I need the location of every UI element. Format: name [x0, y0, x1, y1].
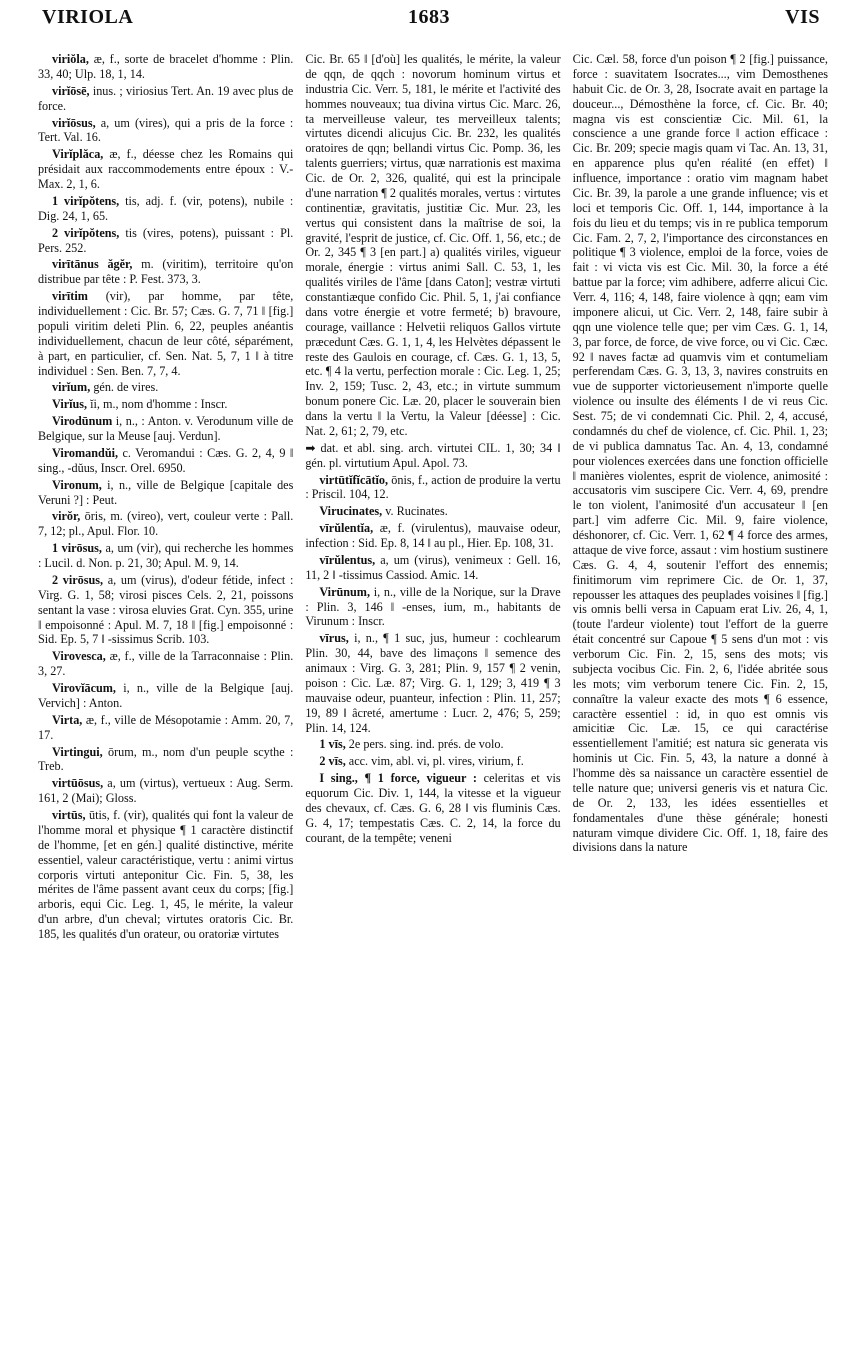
dictionary-entry: [305, 754, 560, 769]
dictionary-entry: [573, 52, 828, 855]
entry-headword: virĭōsus,: [52, 115, 96, 130]
entry-text: æ, f., sorte de bracelet d'homme : Plin. 33, 40; Ulp. 18, 1, 14.: [38, 52, 294, 81]
dictionary-entry: [305, 553, 560, 583]
entry-text: i, n., ¶ 1 suc, jus, humeur : cochlearum Plin. 30, 44, bave des limaçons ‖ semence des animaux : Virg. G. 3, 281; Plin. 9, 157 ¶ 2 venin, poison : Cic. Læ. 87; Virg. G. 1, 129; 3, 419 ¶ 3 mauvaise odeur, puanteur, infection : Plin. 11, 257; 19, 89 ‖ âcreté, amertume : Lucr. 2, 476; 5, 259; Plin. 14, 124.: [305, 631, 561, 735]
entry-headword: Virĭplăca,: [52, 147, 104, 162]
entry-headword: Vironum,: [52, 477, 102, 492]
entry-headword: viriŏla,: [52, 52, 89, 66]
dictionary-columns: [38, 52, 828, 1348]
entry-text: inus. ; viriosius Tert. An. 19 avec plus de force.: [38, 83, 294, 113]
entry-headword: virĭum,: [52, 380, 91, 395]
entry-text: a, um (virus), d'odeur fétide, infect : Virg. G. 1, 58; virosi pisces Cels. 2, 21, poissons sentant la vase : virosa eluvies Grat. Cyn. 355, urine ‖ empoisonné : Apul. M. 7, 18 ‖ [fig.] empoisonné : Sid. Ep. 5, 7 ‖ -sissimus Scrib. 103.: [38, 572, 294, 647]
dictionary-entry: [305, 52, 560, 439]
entry-text: i, n., ville de Belgique [capitale des Veruni ?] : Peut.: [38, 477, 294, 507]
dictionary-entry: [305, 771, 560, 845]
entry-headword: 2 virōsus,: [52, 572, 104, 587]
dictionary-entry: [38, 446, 293, 476]
entry-text: a, um (virus), venimeux : Gell. 16, 11, 2 ‖ -tissimus Cassiod. Amic. 14.: [305, 552, 561, 582]
dictionary-entry: [38, 257, 293, 287]
entry-text: (vir), par homme, par tête, individuellement : Cic. Br. 57; Cæs. G. 7, 71 ‖ [fig.] populi viritim deleti Plin. 6, 22, peuples anéantis individuellement, chacun de leur côté, séparément, à part, en particulier, cf. Sen. Nat. 5, 7, 1 ‖ à titre individuel : Sen. Ben. 7, 7, 4.: [38, 289, 294, 378]
entry-text: acc. vim, abl. vi, pl. vires, virium, f.: [345, 754, 524, 769]
page-number: 1683: [408, 6, 450, 28]
entry-headword: 2 vīs,: [319, 754, 346, 769]
entry-text: a, um (vires), qui a pris de la force : Tert. Val. 16.: [38, 115, 294, 145]
entry-text: 2e pers. sing. ind. prés. de volo.: [345, 737, 504, 752]
dictionary-entry: [38, 478, 293, 508]
entry-text: m. (viritim), territoire qu'on distribue par tête : P. Fest. 373, 3.: [38, 257, 294, 287]
dictionary-entry: [38, 573, 293, 647]
dictionary-entry: [38, 681, 293, 711]
entry-text: celeritas et vis equorum Cic. Div. 1, 144, la vitesse et la vigueur des chevaux, cf. Cæs. G. 6, 28 ‖ vis fluminis Cæs. G. 4, 17; tempestatis Cæs. C. 2, 14, la force du courant, de la tempête; veneni: [305, 771, 561, 845]
dictionary-entry: [38, 541, 293, 571]
dictionary-entry: [305, 521, 560, 551]
entry-text: ➡ dat. et abl. sing. arch. virtutei CIL. 1, 30; 34 ‖ gén. pl. virtutium Apul. Apol. 73.: [305, 440, 561, 470]
entry-text: c. Veromandui : Cæs. G. 2, 4, 9 ‖ sing., -dŭus, Inscr. Orel. 6950.: [38, 445, 294, 475]
dictionary-entry: [38, 289, 293, 378]
page-header: [34, 6, 824, 46]
dictionary-entry: [38, 194, 293, 224]
entry-headword: virtūōsus,: [52, 776, 104, 791]
column-2: [305, 52, 560, 1348]
entry-headword: virītānus ăgĕr,: [52, 257, 133, 272]
running-head-left: VIRIOLA: [42, 6, 134, 28]
entry-headword: 2 virĭpŏtens,: [52, 225, 120, 240]
entry-headword: Virodūnum: [52, 414, 113, 429]
entry-text: ōris, m. (vireo), vert, couleur verte : Pall. 7, 12; pl., Apul. Flor. 10.: [38, 509, 294, 539]
dictionary-entry: [38, 649, 293, 679]
dictionary-entry: [305, 737, 560, 752]
entry-text: ūtis, f. (vir), qualités qui font la valeur de l'homme moral et physique ¶ 1 caractère distinctif de l'homme, [et en gén.] qualité distinctive, mérite essentiel, valeur caractéristique, vertu : animi virtus corporis virtuti anteponitur Cic. Fin. 5, 38, les mérites de l'âme passent avant ceux du corps; [fig.] arboris, equi Cic. Leg. 1, 45, le mérite, la valeur d'un arbre, d'un cheval; virtutes oratoris Cic. Br. 185, les qualités d'un orateur, ou oratoriæ virtutes: [38, 808, 294, 941]
entry-text: a, um (vir), qui recherche les hommes : Lucil. d. Non. p. 21, 30; Apul. M. 9, 14.: [38, 541, 294, 570]
column-1: [38, 52, 293, 1348]
entry-text: gén. de vires.: [90, 380, 159, 395]
dictionary-entry: [38, 84, 293, 114]
entry-headword: vīrŭlentĭa,: [319, 521, 374, 536]
dictionary-entry: [305, 473, 560, 503]
entry-headword: Virovesca,: [52, 649, 106, 664]
entry-text: a, um (virtus), vertueux : Aug. Serm. 161, 2 (Mai); Gloss.: [38, 776, 294, 806]
dictionary-entry: [305, 441, 560, 471]
entry-text: i, n., : Anton. v. Verodunum ville de Belgique, sur la Meuse [auj. Verdun].: [38, 414, 294, 443]
dictionary-entry: [38, 397, 293, 412]
entry-headword: 1 virĭpŏtens,: [52, 193, 120, 208]
running-head-right: VIS: [785, 6, 820, 28]
entry-headword: virŏr,: [52, 509, 81, 524]
dictionary-entry: [38, 745, 293, 775]
entry-headword: Virĭus,: [52, 397, 88, 412]
entry-text: æ, f., déesse chez les Romains qui présidait aux raccommodements entre époux : V.-Max. 2, 1, 6.: [38, 147, 294, 191]
entry-text: tis (vires, potens), puissant : Pl. Pers. 252.: [38, 225, 294, 255]
entry-text: Cic. Cæl. 58, force d'un poison ¶ 2 [fig.] puissance, force : suavitatem Isocrates..., vim Demosthenes habuit Cic. de Or. 3, 28, Isocrate avait en partage la douceur..., Démosthène la force, cf. Cic. Br. 40; magna vis est conscientiæ Cic. Mil. 61, la conscience a une grande force ‖ action efficace : Cic. Br. 209; specie magis quam vi Tac. An. 13, 31, en apparence plus qu'en réalité (en effet) ‖ influence, importance : oratio vim magnam habet Cic. Br. 39, la parole a une grande influence; vis et loci et temporis Cic. Off. 1, 144, importance à la fois du lieu et du temps; vis in re publica temporum Cic. Fam. 2, 7, 2, l'importance des circonstances en politique ¶ 3 violence, emploi de la force, voies de fait : vi victa vis est Cic. Mil. 30, la force a été battue par la force; vim adhibere, adferre alicui Cic. Verr. 4, 116; 4, 148, faire violence à qqn; eam vim imponere alicui, ut Cic. Verr. 2, 148, faire subir à qqn une violence telle que; per vim Cæs. G. 1, 14, 3, par force, de force, de vive force, ou vi Cic. Cæc. 92 ‖ naves factæ ad quamvis vim et contumeliam perferendam Cæs. G. 3, 13, 3, navires construits en vue de supporter victorieusement n'importe quelle violence ou insulte des éléments ‖ de vi reus Cic. Sest. 75; de vi condemnati Cic. Phil. 2, 4, accusé, condamnés du chef de violence, cf. Cic. Phil. 1, 23; de vi publica damnatus Tac. An. 4, 13, condamné pour violences exercées dans une fonction officielle ‖ manières violentes, esprit de violence, animosité : accusatoris vim suscipere Cic. Verr. 4, 69, prendre le ton violent, l'animosité d'un accusateur ‖ [en part.] vim adferre Cic. Mil. 9, faire violence, déshonorer, cf. Cic. Verr. 1, 62 ¶ 4 force des armes, attaque de vive force, assaut : vim hostium sustinere Cæs. G. 4, 4, soutenir l'effort des ennemis; finitimorum vim reprimere Cic. de Or. 1, 37, repousser les attaques des peuplades voisines ‖ [fig.] vis omnis belli versa in Capuam erat Liv. 26, 4, 1, (toute l'ardeur violente) tout l'effort de la guerre était concentré sur Capoue ¶ 5 sens d'un mot : vis verborum Cic. Fin. 2, 15, sens des mots; vis subjecta vocibus Cic. Fin. 2, 6, l'idée abritée sous les mots; vim verborum tenere Cic. Fin. 2, 15, connaître la valeur exacte des mots ¶ 6 essence, caractère essentiel : id, in quo est omnis vis amicitiæ Cic. Læ. 15, ce qui caractérise essentiellement l'amitié; est natura sic generata vis hominis ut Cic. Fin. 5, 43, la nature a donné à l'homme dès sa naissance un caractère essentiel de telle nature que; universi generis vis et natura Cic. de Or. 2, 133, les idées essentielles et fondamentales d'une thèse générale; honesti naturam vimque dividere Cic. Off. 1, 18, faire des divisions dans la nature: [572, 52, 828, 855]
entry-headword: virĭōsē,: [52, 83, 90, 98]
dictionary-entry: [38, 776, 293, 806]
dictionary-entry: [305, 585, 560, 630]
dictionary-entry: [38, 808, 293, 942]
entry-headword: Virucinates,: [319, 504, 383, 519]
entry-headword: Virta,: [52, 712, 83, 727]
dictionary-entry: [38, 414, 293, 444]
entry-headword: I sing., ¶ 1 force, vigueur :: [319, 771, 477, 786]
dictionary-entry: [38, 52, 293, 82]
dictionary-entry: [305, 504, 560, 519]
dictionary-entry: [38, 147, 293, 192]
entry-headword: vīrus,: [319, 631, 349, 646]
entry-headword: 1 vīs,: [319, 737, 346, 752]
entry-text: v. Rucinates.: [382, 504, 448, 519]
entry-headword: Virovĭācum,: [52, 681, 116, 695]
entry-text: tis, adj. f. (vir, potens), nubile : Dig. 24, 1, 65.: [38, 193, 294, 223]
dictionary-entry: [38, 226, 293, 256]
entry-text: i, n., ville de la Belgique [auj. Vervich] : Anton.: [38, 681, 294, 710]
entry-text: ĭi, m., nom d'homme : Inscr.: [87, 397, 228, 412]
entry-headword: Virtingui,: [52, 744, 103, 759]
entry-headword: Viromandŭi,: [52, 445, 119, 460]
entry-text: æ, f., ville de Mésopotamie : Amm. 20, 7, 17.: [38, 712, 294, 742]
dictionary-entry: [38, 509, 293, 539]
dictionary-entry: [38, 713, 293, 743]
entry-headword: virītim: [52, 289, 88, 304]
column-3: [573, 52, 828, 1348]
dictionary-entry: [38, 116, 293, 146]
entry-text: ōrum, m., nom d'un peuple scythe : Treb.: [38, 744, 294, 774]
entry-headword: Virūnum,: [319, 584, 371, 599]
entry-headword: virtūs,: [52, 808, 86, 822]
entry-text: æ, f., ville de la Tarraconnaise : Plin. 3, 27.: [38, 649, 294, 679]
entry-text: ōnis, f., action de produire la vertu : Priscil. 104, 12.: [305, 472, 561, 502]
entry-headword: vīrŭlentus,: [319, 552, 376, 567]
entry-text: Cic. Br. 65 ‖ [d'où] les qualités, le mérite, la valeur de qqn, de qqch : novorum hominum virtus et industria Cic. Verr. 5, 181, le mérite et l'activité des hommes nouveaux; tua divina virtus Cic. Marc. 26, ta merveilleuse valeur, tes merveilleux talents; virtutes dicendi alicujus Cic. Br. 232, les qualités oratoires de qqn; bellandi virtus Cic. Pomp. 36, les talents guerriers; virtus, quæ narrationis est maxima Cic. de Or. 2, 326, qualité, qui est la principale d'une narration ¶ 2 qualités morales, vertus : virtutes continentiæ, gravitatis, justitiæ Cic. Mur. 23, les vertus qui consistent dans la maîtrise de soi, la gravité, l'esprit de justice, cf. Cic. Off. 1, 56, etc.; de Or. 2, 345 ¶ 3 [en part.] a) qualités viriles, vigueur morale, énergie : virtus animi Sall. C. 53, 1, les qualités viriles de l'âme [dans Caton]; vestræ virtuti constantiæque confido Cic. Phil. 5, 1, j'ai confiance dans votre énergie et votre fermeté; b) bravoure, courage, vaillance : Helvetii reliquos Gallos virtute præcedunt Cæs. G. 1, 1, 4, les Helvètes dépassent le reste des Gaulois en courage, cf. Cæs. G. 1, 13, 5, etc. ¶ 4 la vertu, perfection morale : Cic. Leg. 1, 25; Inv. 2, 159; Tusc. 2, 43, etc.; in virtute summum bonum ponere Cic. Læ. 20, placer le souverain bien dans la vertu ‖ la Vertu, la Valeur [déesse] : Cic. Nat. 2, 61; 2, 79, etc.: [305, 52, 561, 438]
entry-headword: virtūtĭfĭcātĭo,: [319, 472, 389, 487]
entry-headword: 1 virōsus,: [52, 541, 102, 556]
entry-text: æ, f. (virulentus), mauvaise odeur, infection : Sid. Ep. 8, 14 ‖ au pl., Hier. Ep. 108, 31.: [305, 521, 561, 550]
entry-text: i, n., ville de la Norique, sur la Drave : Plin. 3, 146 ‖ -enses, ium, m., habitants de Virunum : Inscr.: [305, 584, 561, 629]
dictionary-entry: [305, 631, 560, 735]
dictionary-entry: [38, 380, 293, 395]
